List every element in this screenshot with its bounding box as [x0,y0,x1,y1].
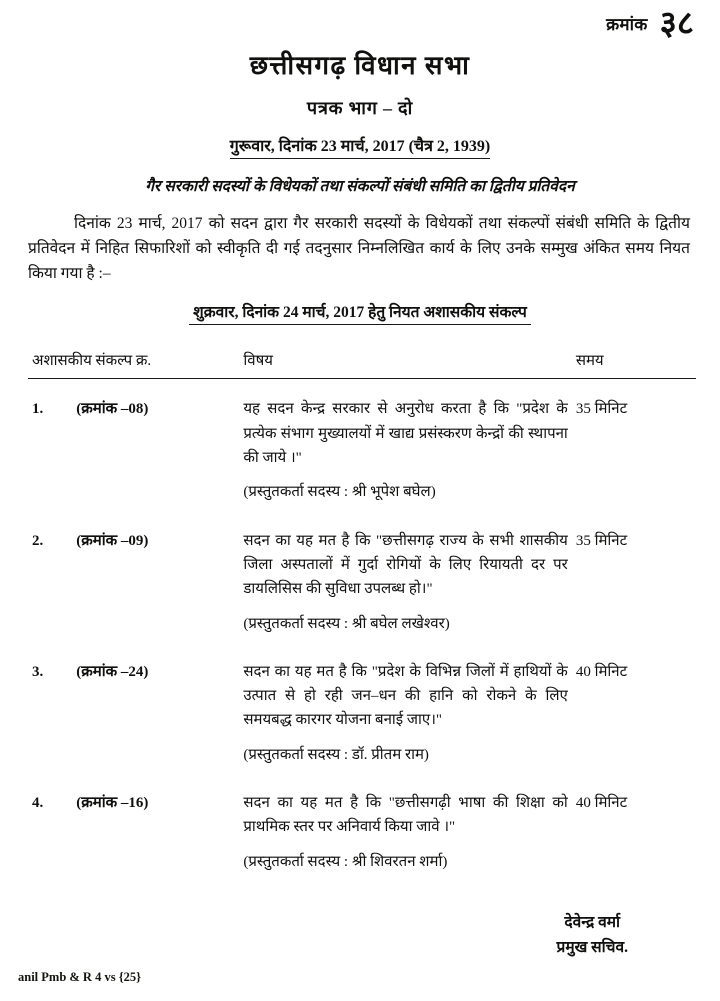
row-subject-text: यह सदन केन्द्र सरकार से अनुरोध करता है कि "प्रदेश के प्रत्येक संभाग मुख्यालयों में खाद्य प्रसंस्करण केन्द्रों की स्थापना की जाये ।" [243,401,568,467]
row-time: 40 मिनिट [575,663,628,680]
row-time: 40 मिनिट [575,795,628,812]
row-subject [239,511,571,642]
serial-label: क्रमांक [606,15,648,34]
footer-note: anil Pmb & R 4 vs {25} [18,970,142,984]
row-krmank: (क्रमांक –09) [76,532,149,549]
row-index: 2. [32,532,44,549]
serial-number-block [606,8,696,41]
row-subject-text: सदन का यह मत है कि "छत्तीसगढ़ी भाषा की शिक्षा को प्राथमिक स्तर पर अनिवार्य किया जावे ।" [243,795,568,836]
table-header-row [28,347,696,379]
signature-block [557,911,628,961]
signature-designation: प्रमुख सचिव. [556,939,628,957]
row-presenter: (प्रस्तुतकर्ता सदस्य : श्री शिवरतन शर्मा) [243,853,448,870]
row-presenter: (प्रस्तुतकर्ता सदस्य : श्री बघेल लखेश्वर) [243,615,450,632]
row-index: 3. [32,663,44,680]
page-title: छत्तीसगढ़ विधान सभा [249,51,471,80]
row-presenter: (प्रस्तुतकर्ता सदस्य : डॉ. प्रीतम राम) [243,746,429,763]
row-subject [239,642,571,773]
column-header-number: अशासकीय संकल्प क्र. [28,347,239,379]
row-index: 1. [32,401,44,418]
page-subtitle: पत्रक भाग – दो [306,98,414,118]
table-head [28,347,696,379]
row-time: 35 मिनिट [575,401,628,418]
row-subject-text: सदन का यह मत है कि "प्रदेश के विभिन्न जिलों में हाथियों के उत्पात से हो रही जन–धन की हानि को रोकने के लिए समयबद्ध कारगर योजना बनाई जाए।" [243,663,568,729]
row-subject-text: सदन का यह मत है कि "छत्तीसगढ़ राज्य के सभी शासकीय जिला अस्पतालों में गुर्दा रोगियों के लिए रियायती दर पर डायलिसिस की सुविधा उपलब्ध हो।" [243,532,568,598]
row-krmank: (क्रमांक –08) [76,401,149,418]
resolutions-table [28,347,696,879]
row-krmank: (क्रमांक –24) [76,663,149,680]
table-row [28,511,696,642]
table-row [28,773,696,880]
intro-paragraph-text: दिनांक 23 मार्च, 2017 को सदन द्वारा गैर सरकारी सदस्यों के विधेयकों तथा संकल्पों संबंधी समिति के द्वितीय प्रतिवेदन में निहित सिफारिशों को स्वीकृति दी गई तदनुसार निम्नलिखित कार्य के लिए उनके सम्मुख अंकित समय नियत किया गया है :– [28,215,690,283]
table-body [28,379,696,880]
row-presenter: (प्रस्तुतकर्ता सदस्य : श्री भूपेश बघेल) [243,484,436,501]
schedule-subheading: शुक्रवार, दिनांक 24 मार्च, 2017 हेतु नियत अशासकीय संकल्प [189,300,531,325]
row-time: 35 मिनिट [575,532,628,549]
column-header-time: समय [572,347,696,379]
column-header-subject: विषय [239,347,571,379]
table-row [28,379,696,511]
row-index: 4. [32,795,44,812]
signature-name: देवेन्द्र वर्मा [564,914,621,932]
intro-paragraph [28,211,690,286]
row-krmank: (क्रमांक –16) [76,795,149,812]
row-subject [239,379,571,511]
row-subject [239,773,571,880]
table-row [28,642,696,773]
resolutions-table-wrapper [28,347,696,879]
serial-value: ३८ [659,6,694,42]
committee-line: गैर सरकारी सदस्यों के विधेयकों तथा संकल्पों संबंधी समिति का द्वितीय प्रतिवेदन [145,178,575,195]
date-line: गुरूवार, दिनांक 23 मार्च, 2017 (चैत्र 2, 1939) [230,134,491,159]
